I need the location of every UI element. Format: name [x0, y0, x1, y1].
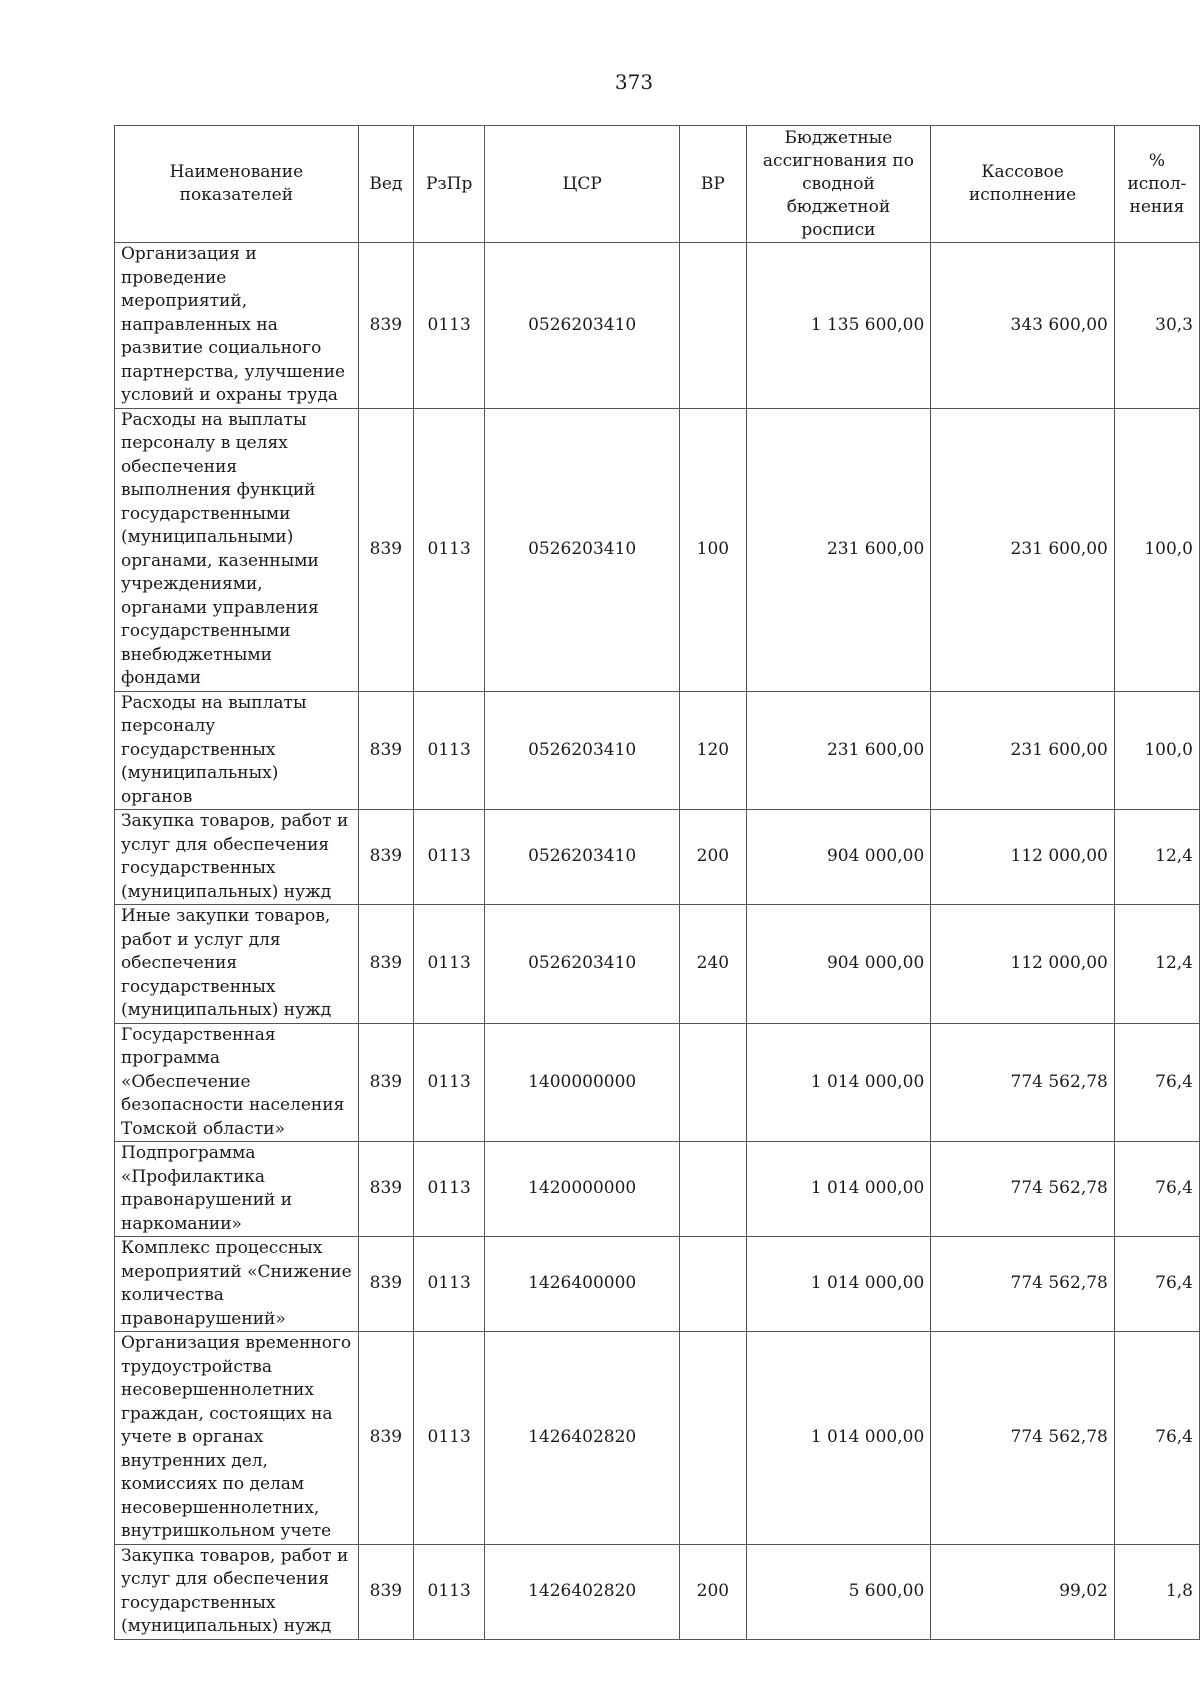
cell-csr: 0526203410: [485, 408, 680, 691]
cell-vr: 200: [680, 810, 747, 905]
cell-name: Закупка товаров, работ и услуг для обеспечения государственных (муниципальных) нужд: [115, 810, 359, 905]
cell-vr: [680, 243, 747, 409]
cell-rzpr: 0113: [414, 243, 485, 409]
header-name: Наименование показателей: [115, 126, 359, 243]
table-row: [115, 1237, 1200, 1332]
cell-ved: 839: [358, 1332, 413, 1545]
cell-csr: 0526203410: [485, 905, 680, 1024]
cell-percent: 76,4: [1114, 1023, 1199, 1142]
table-row: [115, 1142, 1200, 1237]
cell-cash: 231 600,00: [931, 408, 1115, 691]
cell-ved: 839: [358, 905, 413, 1024]
header-cash: Кассовое исполнение: [931, 126, 1115, 243]
cell-cash: 231 600,00: [931, 691, 1115, 810]
cell-csr: 0526203410: [485, 810, 680, 905]
cell-cash: 112 000,00: [931, 810, 1115, 905]
cell-percent: 100,0: [1114, 691, 1199, 810]
cell-budget: 1 014 000,00: [746, 1237, 931, 1332]
cell-vr: 200: [680, 1544, 747, 1639]
cell-name: Государственная программа «Обеспечение безопасности населения Томской области»: [115, 1023, 359, 1142]
header-vr: ВР: [680, 126, 747, 243]
cell-cash: 112 000,00: [931, 905, 1115, 1024]
cell-vr: [680, 1023, 747, 1142]
cell-percent: 76,4: [1114, 1332, 1199, 1545]
cell-name: Расходы на выплаты персоналу государственных (муниципальных) органов: [115, 691, 359, 810]
cell-ved: 839: [358, 1142, 413, 1237]
cell-percent: 12,4: [1114, 810, 1199, 905]
cell-budget: 904 000,00: [746, 905, 931, 1024]
cell-ved: 839: [358, 810, 413, 905]
cell-rzpr: 0113: [414, 1332, 485, 1545]
cell-percent: 12,4: [1114, 905, 1199, 1024]
cell-rzpr: 0113: [414, 1544, 485, 1639]
table-header-row: [115, 126, 1200, 243]
cell-rzpr: 0113: [414, 1142, 485, 1237]
header-budget: Бюджетные ассигнования по сводной бюджетной росписи: [746, 126, 931, 243]
cell-name: Расходы на выплаты персоналу в целях обеспечения выполнения функций государственными (муниципальными) органами, казенными учреждениями, органами управления государственными внебюджетными фондами: [115, 408, 359, 691]
cell-budget: 1 014 000,00: [746, 1023, 931, 1142]
cell-vr: [680, 1142, 747, 1237]
cell-name: Закупка товаров, работ и услуг для обеспечения государственных (муниципальных) нужд: [115, 1544, 359, 1639]
cell-budget: 1 014 000,00: [746, 1142, 931, 1237]
table-row: [115, 691, 1200, 810]
table-row: [115, 1023, 1200, 1142]
table-row: [115, 905, 1200, 1024]
cell-ved: 839: [358, 691, 413, 810]
cell-csr: 1426400000: [485, 1237, 680, 1332]
cell-cash: 99,02: [931, 1544, 1115, 1639]
cell-percent: 76,4: [1114, 1142, 1199, 1237]
cell-csr: 1426402820: [485, 1332, 680, 1545]
cell-name: Подпрограмма «Профилактика правонарушений и наркомании»: [115, 1142, 359, 1237]
cell-cash: 774 562,78: [931, 1142, 1115, 1237]
table-row: [115, 810, 1200, 905]
cell-cash: 774 562,78: [931, 1023, 1115, 1142]
cell-name: Иные закупки товаров, работ и услуг для обеспечения государственных (муниципальных) нужд: [115, 905, 359, 1024]
table-row: [115, 1332, 1200, 1545]
page-number: 373: [614, 70, 654, 94]
header-ved: Вед: [358, 126, 413, 243]
cell-ved: 839: [358, 1237, 413, 1332]
cell-name: Организация и проведение мероприятий, направленных на развитие социального партнерства, улучшение условий и охраны труда: [115, 243, 359, 409]
cell-ved: 839: [358, 1023, 413, 1142]
header-csr: ЦСР: [485, 126, 680, 243]
cell-rzpr: 0113: [414, 691, 485, 810]
table-row: [115, 1544, 1200, 1639]
cell-name: Организация временного трудоустройства несовершеннолетних граждан, состоящих на учете в органах внутренних дел, комиссиях по делам несовершеннолетних, внутришкольном учете: [115, 1332, 359, 1545]
cell-percent: 1,8: [1114, 1544, 1199, 1639]
cell-rzpr: 0113: [414, 408, 485, 691]
cell-vr: 100: [680, 408, 747, 691]
cell-csr: 1426402820: [485, 1544, 680, 1639]
cell-percent: 100,0: [1114, 408, 1199, 691]
cell-rzpr: 0113: [414, 810, 485, 905]
cell-ved: 839: [358, 243, 413, 409]
cell-vr: [680, 1332, 747, 1545]
cell-vr: [680, 1237, 747, 1332]
cell-rzpr: 0113: [414, 1237, 485, 1332]
cell-rzpr: 0113: [414, 1023, 485, 1142]
header-rzpr: РзПр: [414, 126, 485, 243]
cell-vr: 240: [680, 905, 747, 1024]
cell-ved: 839: [358, 1544, 413, 1639]
table-row: [115, 243, 1200, 409]
cell-cash: 343 600,00: [931, 243, 1115, 409]
cell-cash: 774 562,78: [931, 1332, 1115, 1545]
cell-csr: 0526203410: [485, 243, 680, 409]
cell-csr: 1420000000: [485, 1142, 680, 1237]
cell-csr: 1400000000: [485, 1023, 680, 1142]
cell-budget: 1 135 600,00: [746, 243, 931, 409]
cell-budget: 1 014 000,00: [746, 1332, 931, 1545]
header-percent: % испол- нения: [1114, 126, 1199, 243]
cell-percent: 76,4: [1114, 1237, 1199, 1332]
cell-cash: 774 562,78: [931, 1237, 1115, 1332]
cell-budget: 231 600,00: [746, 408, 931, 691]
budget-table: [114, 125, 1200, 1640]
cell-rzpr: 0113: [414, 905, 485, 1024]
cell-budget: 904 000,00: [746, 810, 931, 905]
cell-percent: 30,3: [1114, 243, 1199, 409]
cell-vr: 120: [680, 691, 747, 810]
cell-budget: 231 600,00: [746, 691, 931, 810]
cell-name: Комплекс процессных мероприятий «Снижение количества правонарушений»: [115, 1237, 359, 1332]
table-row: [115, 408, 1200, 691]
cell-ved: 839: [358, 408, 413, 691]
cell-budget: 5 600,00: [746, 1544, 931, 1639]
cell-csr: 0526203410: [485, 691, 680, 810]
